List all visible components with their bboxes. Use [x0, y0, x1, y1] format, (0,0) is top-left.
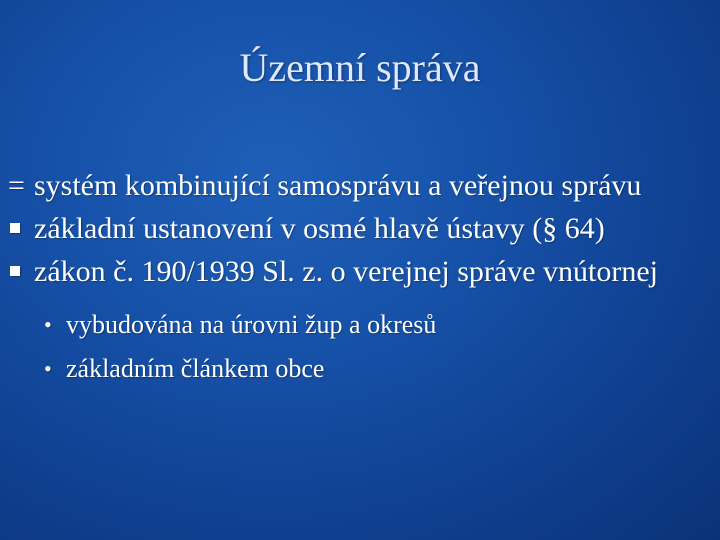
- sub-list-item-text: základním článkem obce: [66, 354, 325, 383]
- list-item-law: [8, 250, 708, 293]
- slide-title: Územní správa: [239, 45, 481, 90]
- sub-list-item: [8, 303, 708, 347]
- dot-bullet-icon: •: [44, 356, 52, 381]
- sub-list-item: [8, 347, 708, 391]
- list-item-text: základní ustanovení v osmé hlavě ústavy (§ 64): [34, 212, 605, 245]
- list-item-text: zákon č. 190/1939 Sl. z. o verejnej správe vnútornej: [34, 255, 658, 288]
- list-item-text: systém kombinující samosprávu a veřejnou správu: [34, 169, 642, 202]
- square-bullet-icon: [10, 223, 20, 233]
- square-bullet-icon: [10, 266, 20, 276]
- dot-bullet-icon: •: [44, 312, 52, 337]
- list-item-definition: [8, 164, 708, 207]
- list-item-constitution: [8, 207, 708, 250]
- spacer: [8, 293, 708, 303]
- sub-list-item-text: vybudována na úrovni žup a okresů: [66, 310, 437, 339]
- slide-body: [8, 164, 708, 391]
- equals-marker: =: [8, 169, 25, 202]
